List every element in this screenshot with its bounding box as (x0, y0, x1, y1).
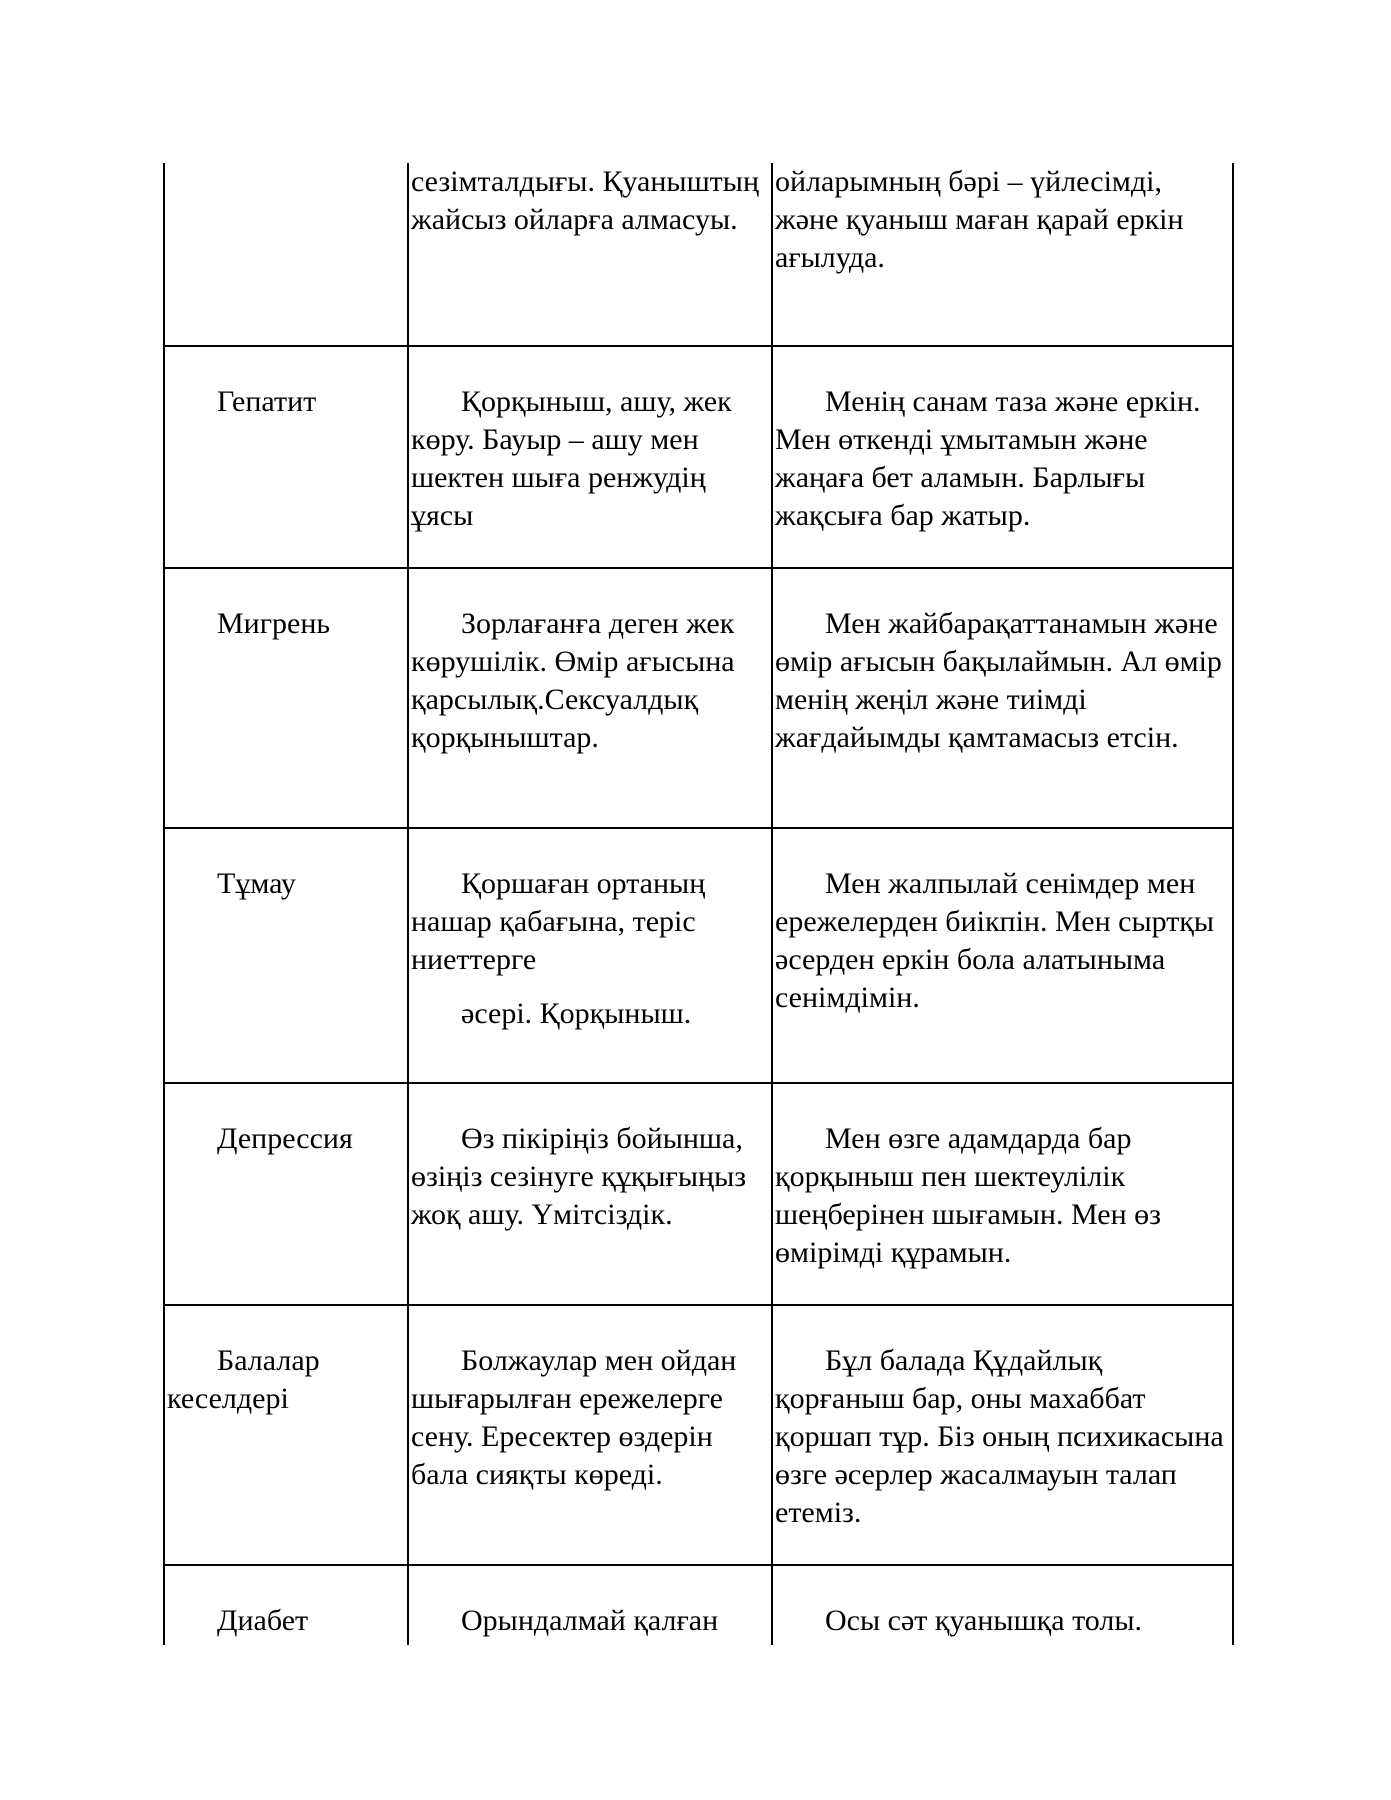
affirmation-cell (772, 346, 1233, 568)
cause-cell (408, 1083, 772, 1305)
affirmation-cell (772, 163, 1233, 346)
table-row (164, 1565, 1233, 1645)
affirmation-text: Менің санам таза және еркін. Мен өткенді ұмытамын және жаңаға бет аламын. Барлығы жақсыға бар жатыр. (775, 385, 1201, 532)
disease-name: Тұмау (217, 867, 296, 900)
affirmation-text: Мен жайбарақаттанамын және өмір ағысын бақылаймын. Ал өмір менің жеңіл және тиімді жағдайымды қамтамасыз етсін. (775, 607, 1222, 754)
table-row (164, 163, 1233, 346)
cause-text: Орындалмай қалған (461, 1604, 719, 1637)
disease-table (163, 163, 1234, 1645)
affirmation-cell (772, 1083, 1233, 1305)
disease-cell (164, 346, 408, 568)
affirmation-cell (772, 1565, 1233, 1645)
cause-cell (408, 346, 772, 568)
disease-name: Балалар кеселдері (167, 1344, 320, 1415)
affirmation-text: Бұл балада Құдайлық қорғаныш бар, оны махаббат қоршап тұр. Біз оның психикасына өзге әсерлер жасалмауын талап етеміз. (775, 1344, 1224, 1529)
affirmation-text: Осы сәт қуанышқа толы. (825, 1604, 1143, 1637)
affirmation-text: Мен жалпылай сенімдер мен ережелерден биікпін. Мен сыртқы әсерден еркін бола алатыныма сенімдімін. (775, 867, 1215, 1014)
disease-cell (164, 1565, 408, 1645)
disease-cell (164, 1083, 408, 1305)
cause-cell (408, 568, 772, 828)
table-row (164, 1305, 1233, 1565)
cause-text: Қорқыныш, ашу, жек көру. Бауыр – ашу мен шектен шыға ренжудің ұясы (411, 385, 732, 532)
affirmation-text: Мен өзге адамдарда бар қорқыныш пен шектеулілік шеңберінен шығамын. Мен өз өмірімді құрамын. (775, 1122, 1161, 1269)
cause-text: Өз пікіріңіз бойынша, өзіңіз сезінуге құқығыңыз жоқ ашу. Үмітсіздік. (411, 1122, 747, 1231)
disease-name: Депрессия (217, 1122, 353, 1155)
table-row (164, 346, 1233, 568)
affirmation-text: ойларымның бәрі – үйлесімді, және қуаныш маған қарай еркін ағылуда. (775, 165, 1184, 274)
table-row (164, 568, 1233, 828)
disease-cell (164, 1305, 408, 1565)
disease-name: Мигрень (217, 607, 331, 640)
cause-text: Зорлағанға деген жек көрушілік. Өмір ағысына қарсылық.Сексуалдық қорқыныштар. (411, 607, 735, 754)
affirmation-cell (772, 568, 1233, 828)
cause-cell (408, 1305, 772, 1565)
disease-name: Гепатит (217, 385, 317, 418)
disease-cell (164, 163, 408, 346)
cause-text: сезімталдығы. Қуаныштың жайсыз ойларға алмасуы. (411, 165, 760, 236)
table-row (164, 1083, 1233, 1305)
cause-cell (408, 1565, 772, 1645)
disease-name: Диабет (217, 1604, 309, 1637)
affirmation-cell (772, 828, 1233, 1083)
table-row (164, 828, 1233, 1083)
disease-cell (164, 828, 408, 1083)
cause-text: Болжаулар мен ойдан шығарылған ережелерге сену. Ересектер өздерін бала сияқты көреді. (411, 1344, 737, 1491)
cause-text: әсері. Қорқыныш. (461, 997, 692, 1030)
disease-cell (164, 568, 408, 828)
cause-text: Қоршаған ортаның нашар қабағына, теріс ниеттерге (411, 867, 706, 976)
cause-cell (408, 163, 772, 346)
cause-cell (408, 828, 772, 1083)
affirmation-cell (772, 1305, 1233, 1565)
